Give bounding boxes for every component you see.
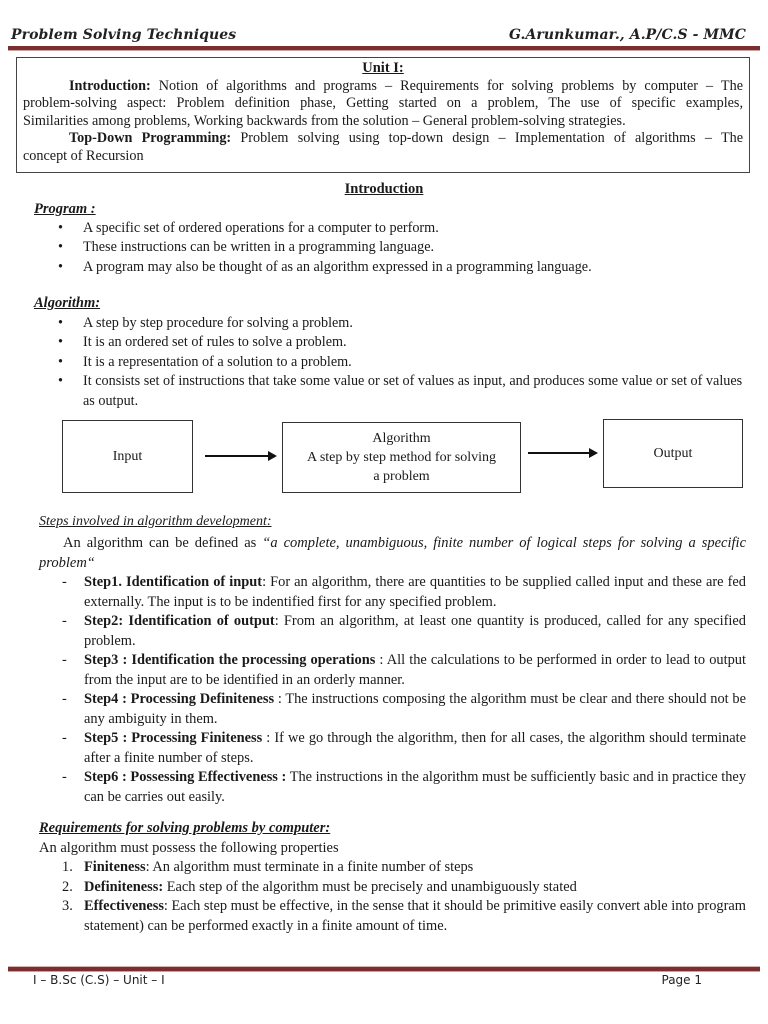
bullet-text: It is a representation of a solution to a problem.	[83, 353, 352, 370]
arrow-right-icon	[205, 455, 275, 457]
syllabus-intro-line3: Similarities among problems, Working backwards from the solution – General problem-solving strategies.	[23, 112, 626, 129]
arrow-right-icon	[528, 452, 596, 454]
header-course-title: Problem Solving Techniques	[11, 27, 237, 43]
requirement-text: : Each step must be effective, in the sense that it should be primitive easily convert able into program statement) can be performed exactly in a finite amount of time.	[84, 898, 746, 934]
list-item	[62, 690, 746, 729]
syllabus-intro-line2: problem-solving aspect: Problem definition phase, Getting started on a problem, The use of specific examples,	[23, 95, 743, 111]
requirement-label: Finiteness	[84, 859, 146, 875]
syllabus-intro-line1	[23, 78, 743, 96]
list-item	[58, 372, 748, 411]
step-text: The instructions in the algorithm must be sufficiently basic and in practice they can be carries out easily.	[84, 769, 747, 805]
syllabus-intro-label: Introduction:	[69, 77, 151, 94]
algorithm-title: Algorithm:	[34, 295, 101, 311]
step-label: Step6 : Possessing Effectiveness :	[84, 769, 287, 785]
list-item	[58, 353, 748, 372]
step-sep: :	[262, 730, 275, 746]
list-item	[62, 897, 746, 936]
step-sep: :	[274, 613, 284, 629]
syllabus-topdown-label: Top-Down Programming:	[69, 130, 232, 146]
header-rule	[8, 46, 760, 51]
diagram-output-label: Output	[653, 446, 693, 461]
steps-intro	[39, 534, 746, 573]
step-label: Step2: Identification of output	[84, 613, 275, 629]
diagram-algorithm-desc: A step by step method for solving	[307, 450, 496, 465]
syllabus-topdown-text: Problem solving using top-down design – Implementation of algorithms – The	[231, 130, 744, 146]
requirements-title: Requirements for solving problems by computer:	[39, 820, 331, 836]
dash-icon: -	[62, 730, 67, 746]
list-item	[62, 729, 746, 768]
list-item	[58, 219, 592, 238]
requirement-label: Definiteness:	[84, 878, 164, 895]
dash-icon: -	[62, 691, 67, 707]
requirement-text: Each step of the algorithm must be precisely and unambiguously stated	[163, 878, 577, 895]
steps-list	[62, 573, 746, 807]
bullet-text: These instructions can be written in a programming language.	[83, 239, 435, 256]
list-item	[62, 651, 746, 690]
step-sep: :	[274, 691, 286, 707]
list-item	[62, 768, 746, 807]
steps-title: Steps involved in algorithm development:	[39, 514, 272, 529]
step-sep: :	[375, 652, 387, 668]
requirement-text: : An algorithm must terminate in a finite number of steps	[145, 859, 474, 875]
bullet-text: It is an ordered set of rules to solve a problem.	[83, 334, 347, 351]
program-title: Program :	[34, 201, 96, 217]
dash-icon: -	[62, 769, 67, 785]
bullet-icon: •	[58, 334, 63, 351]
list-number: 1.	[62, 859, 73, 875]
footer-rule	[8, 966, 760, 972]
bullet-icon: •	[58, 373, 63, 390]
requirements-intro: An algorithm must possess the following properties	[39, 840, 339, 856]
step-text: All the calculations to be performed in order to lead to output from the input are to be identified in an orderly manner.	[84, 652, 746, 688]
list-item	[62, 612, 746, 651]
step-label: Step5 : Processing Finiteness	[84, 730, 263, 746]
step-label: Step4 : Processing Definiteness	[84, 691, 275, 707]
dash-icon: -	[62, 652, 67, 668]
list-item	[62, 858, 746, 878]
bullet-text: A program may also be thought of as an algorithm expressed in a programming language.	[83, 258, 592, 275]
bullet-text: A specific set of ordered operations for a computer to perform.	[83, 220, 439, 236]
syllabus-box	[16, 57, 750, 173]
list-item	[58, 258, 592, 277]
program-bullets	[58, 219, 592, 277]
syllabus-topdown-line1	[23, 130, 743, 148]
syllabus-topdown-line2: concept of Recursion	[23, 147, 144, 164]
requirement-label: Effectiveness	[84, 898, 164, 914]
steps-intro-quote: “a complete, unambiguous, finite number of logical steps for solving a specific problem“	[39, 535, 746, 571]
step-sep: :	[262, 574, 271, 590]
step-text: The instructions composing the algorithm must be clear and there should not be any ambiguity in them.	[84, 691, 746, 727]
footer-course: I – B.Sc (C.S) – Unit – I	[33, 973, 165, 987]
list-item	[58, 333, 748, 352]
diagram-input-box	[62, 420, 193, 493]
syllabus-intro-text: Notion of algorithms and programs – Requirements for solving problems by computer – The	[150, 77, 743, 94]
step-label: Step1. Identification of input	[84, 574, 263, 590]
list-item	[62, 878, 746, 898]
list-item	[62, 573, 746, 612]
list-item	[58, 238, 592, 257]
dash-icon: -	[62, 574, 67, 590]
list-number: 3.	[62, 898, 73, 914]
header-author: G.Arunkumar., A.P/C.S - MMC	[508, 27, 746, 43]
step-label: Step3 : Identification the processing operations	[84, 652, 376, 668]
step-text: If we go through the algorithm, then for all cases, the algorithm should terminate after a finite number of steps.	[84, 730, 747, 766]
bullet-icon: •	[58, 258, 63, 275]
list-number: 2.	[62, 878, 73, 895]
diagram-algorithm-desc-2: a problem	[373, 469, 430, 484]
algorithm-bullets	[58, 314, 748, 411]
diagram-output-box	[603, 419, 743, 488]
bullet-icon: •	[58, 239, 63, 256]
diagram-algorithm-box	[282, 422, 521, 493]
bullet-icon: •	[58, 315, 63, 331]
step-text: For an algorithm, there are quantities to be supplied called input and these are fed externally. The input is to be indentified first for any specified problem.	[84, 574, 746, 610]
list-item	[58, 314, 748, 333]
diagram-algorithm-title: Algorithm	[372, 431, 431, 446]
bullet-icon: •	[58, 220, 63, 236]
step-text: From an algorithm, at least one quantity is produced, called for any specified problem.	[84, 613, 746, 649]
bullet-text: It consists set of instructions that take some value or set of values as input, and produces some value or set of values as output.	[83, 373, 743, 409]
dash-icon: -	[62, 613, 67, 629]
bullet-icon: •	[58, 353, 63, 370]
requirements-list	[62, 858, 746, 936]
unit-title: Unit I:	[362, 60, 404, 76]
steps-intro-text: An algorithm can be defined as	[63, 535, 263, 551]
bullet-text: A step by step procedure for solving a problem.	[83, 315, 353, 331]
page-number: Page 1	[661, 973, 702, 987]
section-heading-introduction: Introduction	[344, 181, 424, 197]
diagram-input-label: Input	[112, 449, 143, 464]
